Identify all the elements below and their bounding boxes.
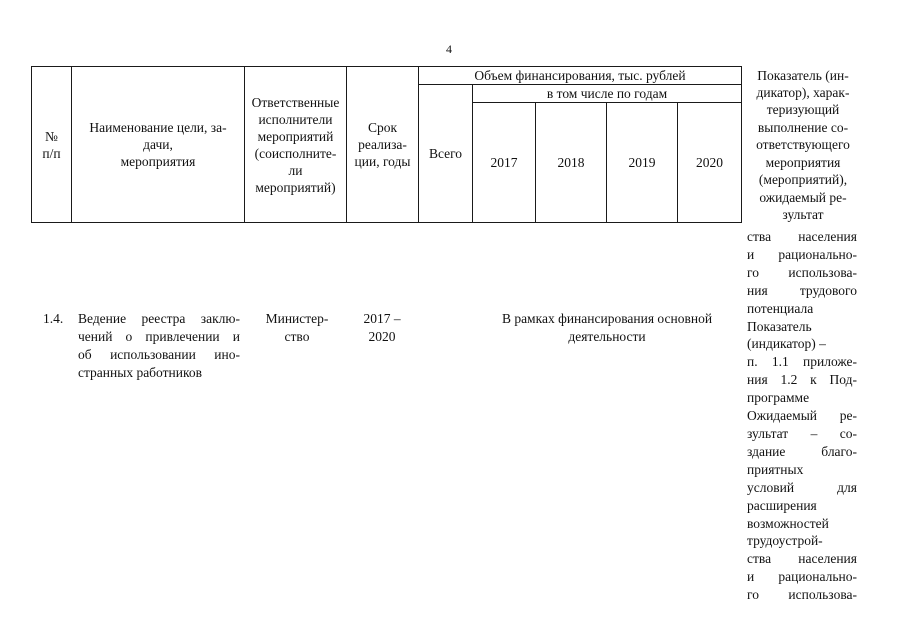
indicator-line: зультат – со- (747, 425, 857, 441)
header-year-2017: 2017 (490, 155, 518, 170)
indicator-line: го использова- (747, 264, 857, 280)
divider-funding-indicator (741, 66, 742, 223)
header-col-term: Срок реализа- ции, годы (354, 120, 411, 169)
row-name-line: об использовании ино- (78, 347, 240, 362)
row-term-line: 2017 – (363, 311, 401, 326)
row-responsible-line: Министер- (265, 311, 329, 326)
indicator-line: здание благо- (747, 443, 857, 459)
indicator-line: возможностей (747, 515, 829, 531)
header-bottom-border (31, 222, 742, 223)
header-year-2019: 2019 (628, 155, 656, 170)
header-col-total: Всего (428, 146, 463, 161)
page-number: 4 (446, 42, 452, 56)
row-responsible (252, 310, 342, 346)
row-funding-line: В рамках финансирования основной (501, 311, 713, 326)
row-number: 1.4. (43, 311, 64, 326)
row-term-line: 2020 (368, 329, 396, 344)
indicator-line: ства населения (747, 551, 857, 567)
indicator-line: ния трудового (747, 282, 857, 298)
header-col-indicator: Показатель (ин- дикатор), харак- теризующий выполнение со- ответствующего мероприятия (мероприятий), ожидаемый ре- зультат (756, 67, 850, 222)
indicator-line: ства населения (747, 229, 857, 244)
indicator-line: и рационально- (747, 246, 857, 262)
row-responsible-line: ство (284, 329, 310, 344)
header-col-by-years: в том числе по годам (546, 85, 668, 101)
header-year-2018: 2018 (557, 155, 585, 170)
indicator-line: программе (747, 390, 810, 406)
row-funding (476, 310, 738, 346)
indicator-line: Показатель (747, 318, 812, 334)
header-col-number: № п/п (42, 128, 61, 161)
indicator-line: и рационально- (747, 569, 857, 585)
indicator-line: Ожидаемый ре- (747, 408, 857, 424)
indicator-line: потенциала (747, 300, 814, 316)
header-col-name: Наименование цели, за- дачи, мероприятия (89, 120, 227, 169)
row-name-line: чений о привлечении и (78, 329, 240, 344)
row-name-line: Ведение реестра заклю- (78, 311, 240, 326)
header-col-responsible: Ответственные исполнители мероприятий (соисполните- ли мероприятий) (251, 94, 340, 195)
row-name (78, 310, 240, 382)
indicator-line: го использова- (747, 587, 857, 603)
row-name-line: странных работников (78, 365, 202, 380)
indicator-line: расширения (747, 497, 817, 513)
indicator-line: трудоустрой- (747, 533, 823, 549)
indicator-line: приятных (747, 461, 804, 477)
header-year-2020: 2020 (696, 155, 723, 170)
row-funding-line: деятельности (568, 329, 646, 344)
indicator-text (747, 228, 857, 604)
header-col-funding: Объем финансирования, тыс. рублей (474, 67, 686, 83)
indicator-line: п. 1.1 приложе- (747, 354, 857, 370)
indicator-line: (индикатор) – (747, 336, 826, 352)
indicator-line: условий для (747, 479, 857, 495)
indicator-line: ния 1.2 к Под- (747, 372, 857, 388)
row-term (350, 310, 414, 346)
